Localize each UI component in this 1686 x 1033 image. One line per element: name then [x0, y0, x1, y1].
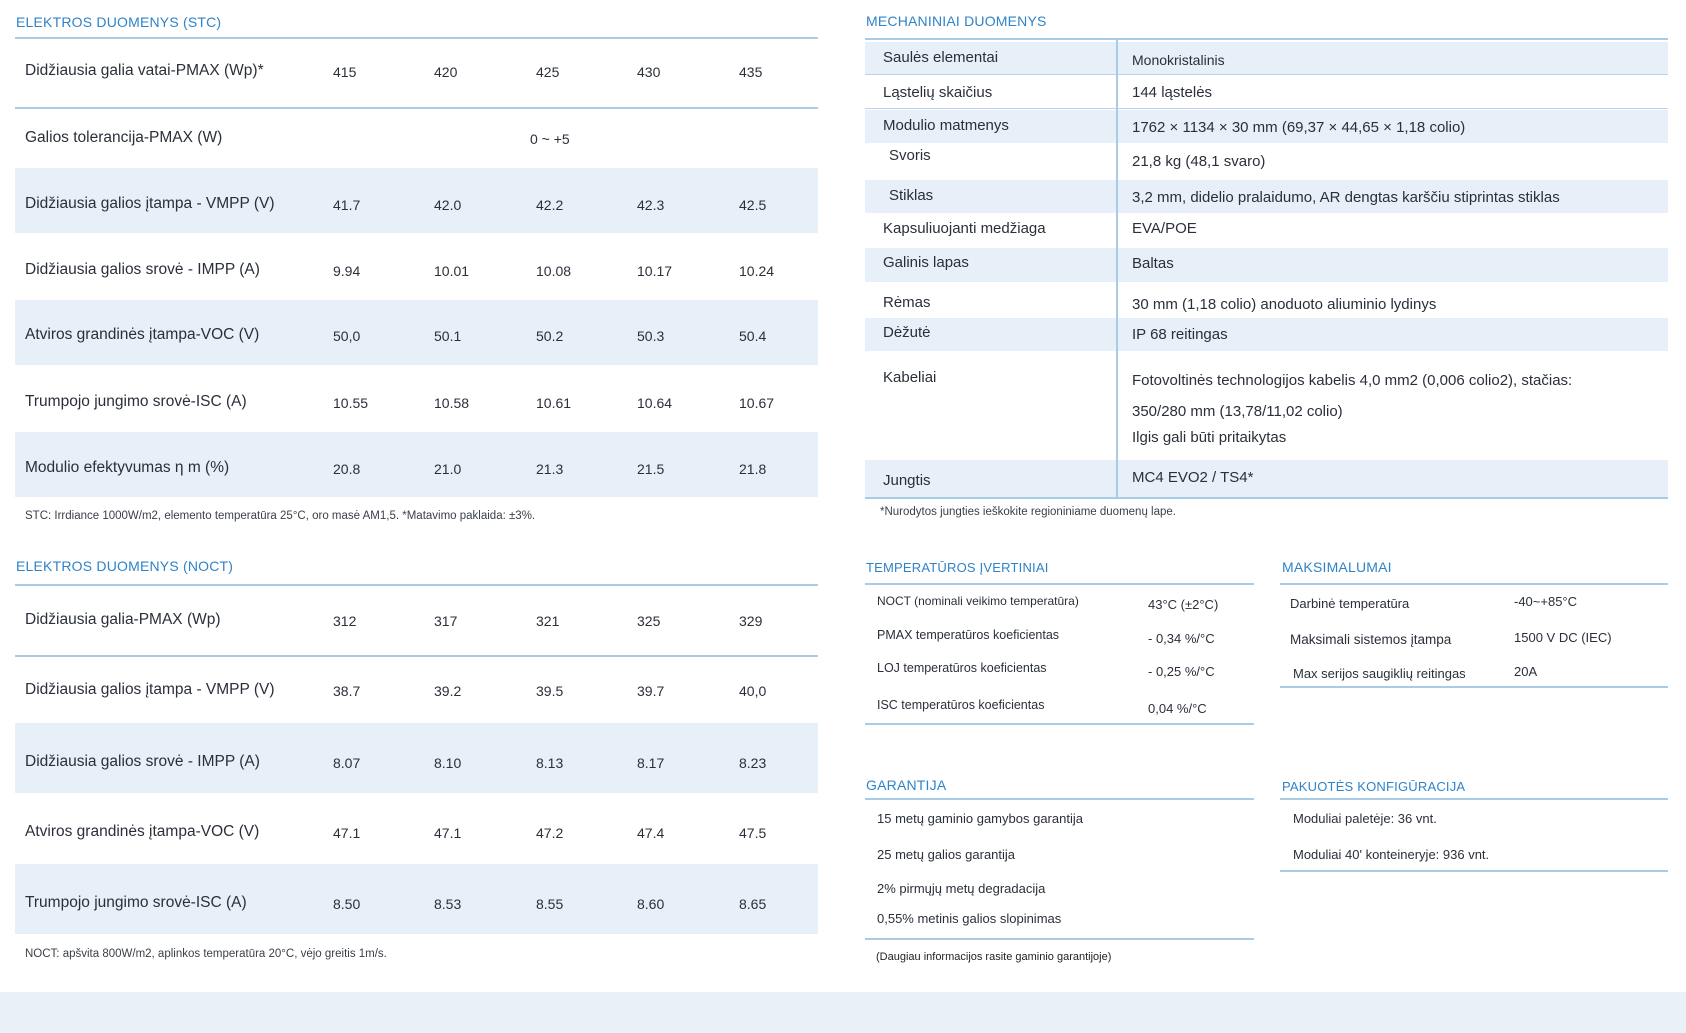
mech-row-value: Fotovoltinės technologijos kabelis 4,0 mm2 (0,006 colio2), stačias: — [1132, 372, 1573, 389]
warranty-item: 25 metų galios garantija — [877, 847, 1016, 862]
noct-row-value: 325 — [637, 613, 661, 629]
stc-row-value: 50,0 — [333, 328, 361, 344]
temp-row-value: - 0,25 %/°C — [1148, 664, 1215, 679]
mech-row-value: 3,2 mm, didelio pralaidumo, AR dengtas karščiu stiprintas stiklas — [1132, 189, 1560, 206]
mech-row-label: Kapsuliuojanti medžiaga — [883, 220, 1046, 237]
stc-row-value: 10.67 — [739, 395, 775, 411]
max-row-value: 1500 V DC (IEC) — [1514, 630, 1612, 645]
warranty-title-divider — [865, 798, 1254, 800]
noct-row-value: 312 — [333, 613, 357, 629]
stc-row-value: 10.61 — [536, 395, 572, 411]
temp-row-label: ISC temperatūros koeficientas — [877, 698, 1045, 712]
temp-row-label: NOCT (nominali veikimo temperatūra) — [877, 594, 1079, 608]
stc-row-value: 10.08 — [536, 263, 572, 279]
max-section-title: MAKSIMALUMAI — [1282, 559, 1392, 575]
stc-row-value: 430 — [637, 64, 661, 80]
noct-row-value: 39.5 — [536, 683, 564, 699]
mech-row-label: Saulės elementai — [883, 49, 999, 66]
noct-row-value: 47.2 — [536, 825, 564, 841]
noct-row-value: 8.55 — [536, 896, 564, 912]
stc-row-value: 10.01 — [434, 263, 470, 279]
stc-row-value: 10.17 — [637, 263, 673, 279]
mech-row-value: Baltas — [1132, 255, 1174, 272]
max-row-label: Max serijos saugiklių reitingas — [1293, 666, 1466, 681]
max-row-value: 20A — [1514, 664, 1538, 679]
mech-row-divider — [865, 74, 1668, 75]
mech-row-band — [865, 248, 1668, 282]
stc-row-label: Didžiausia galios įtampa - VMPP (V) — [25, 195, 275, 212]
stc-footnote: STC: Irrdiance 1000W/m2, elemento temperatūra 25°C, oro masė AM1,5. *Matavimo paklaida: ±3%. — [25, 510, 536, 522]
warranty-item: 2% pirmųjų metų degradacija — [877, 881, 1046, 896]
stc-row-value: 21.8 — [739, 461, 767, 477]
mech-footnote: *Nurodytos jungties ieškokite regioniniame duomenų lape. — [880, 506, 1176, 518]
mech-row-value: 30 mm (1,18 colio) anoduoto aliuminio lydinys — [1132, 296, 1437, 313]
noct-row-value: 47.1 — [434, 825, 462, 841]
noct-row-value: 47.5 — [739, 825, 767, 841]
noct-row-value: 8.07 — [333, 755, 361, 771]
mech-row-label: Stiklas — [889, 187, 934, 204]
stc-row-label: Didžiausia galia vatai-PMAX (Wp)* — [25, 62, 264, 79]
mech-row-value: EVA/POE — [1132, 220, 1197, 237]
stc-row-value: 0 ~ +5 — [530, 131, 570, 147]
mech-row-value: 144 ląstelės — [1132, 84, 1213, 101]
stc-row-value: 50.3 — [637, 328, 665, 344]
stc-row-value: 50.1 — [434, 328, 462, 344]
mech-row-label: Ląstelių skaičius — [883, 84, 993, 101]
mech-row-value: Monokristalinis — [1132, 52, 1225, 68]
mech-row-label: Rėmas — [883, 294, 931, 311]
noct-row-value: 8.10 — [434, 755, 462, 771]
noct-row-value: 47.1 — [333, 825, 361, 841]
footer-band — [0, 992, 1686, 1033]
stc-row-value: 10.24 — [739, 263, 775, 279]
noct-row-value: 8.50 — [333, 896, 361, 912]
noct-row-value: 39.2 — [434, 683, 462, 699]
stc-row-value: 21.5 — [637, 461, 665, 477]
stc-row-label: Atviros grandinės įtampa-VOC (V) — [25, 326, 260, 343]
stc-row-value: 42.2 — [536, 197, 564, 213]
temp-row-value: 43°C (±2°C) — [1148, 597, 1219, 612]
noct-row-label: Didžiausia galia-PMAX (Wp) — [25, 611, 221, 628]
mech-row-label: Kabeliai — [883, 369, 937, 386]
mech-column-divider — [1116, 38, 1118, 499]
stc-row-value: 42.3 — [637, 197, 665, 213]
stc-row-value: 10.58 — [434, 395, 470, 411]
noct-row-value: 8.23 — [739, 755, 767, 771]
pack-item: Moduliai paletėje: 36 vnt. — [1293, 811, 1437, 826]
stc-row-value: 420 — [434, 64, 458, 80]
stc-section-title: ELEKTROS DUOMENYS (STC) — [16, 14, 222, 30]
warranty-section-title: GARANTIJA — [866, 777, 947, 793]
noct-title-divider — [15, 584, 818, 586]
stc-row-value: 42.5 — [739, 197, 767, 213]
stc-row-value: 9.94 — [333, 263, 361, 279]
stc-row-value: 21.3 — [536, 461, 564, 477]
warranty-item: 15 metų gaminio gamybos garantija — [877, 811, 1083, 826]
noct-row-value: 38.7 — [333, 683, 361, 699]
mech-row-label: Svoris — [889, 147, 931, 164]
warranty-bottom-divider — [865, 938, 1254, 940]
stc-row-value: 425 — [536, 64, 560, 80]
mech-row-value: 21,8 kg (48,1 svaro) — [1132, 153, 1266, 170]
noct-row-label: Atviros grandinės įtampa-VOC (V) — [25, 823, 260, 840]
noct-row-value: 8.13 — [536, 755, 564, 771]
pack-bottom-divider — [1280, 870, 1668, 872]
noct-row-value: 8.60 — [637, 896, 665, 912]
pack-section-title: PAKUOTĖS KONFIGŪRACIJA — [1282, 779, 1466, 794]
mech-row-value: MC4 EVO2 / TS4* — [1132, 469, 1254, 486]
noct-row-label: Didžiausia galios įtampa - VMPP (V) — [25, 681, 275, 698]
noct-row-value: 329 — [739, 613, 763, 629]
mech-row-value: Ilgis gali būti pritaikytas — [1132, 429, 1287, 446]
pack-item: Moduliai 40' konteineryje: 936 vnt. — [1293, 847, 1490, 862]
stc-row-value: 42.0 — [434, 197, 462, 213]
noct-row-value: 8.17 — [637, 755, 665, 771]
max-row-label: Darbinė temperatūra — [1290, 596, 1410, 611]
mech-row-divider — [865, 108, 1668, 109]
noct-row-value: 8.65 — [739, 896, 767, 912]
mech-row-value: 350/280 mm (13,78/11,02 colio) — [1132, 403, 1343, 420]
mech-bottom-divider — [865, 497, 1668, 499]
temp-title-divider — [865, 583, 1254, 585]
mech-row-label: Galinis lapas — [883, 254, 969, 271]
mech-title-divider — [865, 38, 1668, 40]
noct-row-divider — [15, 655, 818, 657]
max-bottom-divider — [1280, 686, 1668, 688]
stc-row-value: 10.64 — [637, 395, 673, 411]
stc-row-value: 415 — [333, 64, 357, 80]
noct-row-value: 39.7 — [637, 683, 665, 699]
stc-row-label: Didžiausia galios srovė - IMPP (A) — [25, 261, 260, 278]
warranty-item: 0,55% metinis galios slopinimas — [877, 911, 1062, 926]
stc-row-label: Modulio efektyvumas η m (%) — [25, 459, 230, 476]
mech-row-label: Modulio matmenys — [883, 117, 1009, 134]
stc-row-value: 435 — [739, 64, 763, 80]
mech-row-label: Dėžutė — [883, 324, 931, 341]
mech-row-band — [865, 318, 1668, 351]
noct-row-value: 317 — [434, 613, 458, 629]
noct-row-value: 40,0 — [739, 683, 767, 699]
stc-row-value: 50.4 — [739, 328, 767, 344]
noct-row-value: 8.53 — [434, 896, 462, 912]
noct-row-value: 47.4 — [637, 825, 665, 841]
max-row-value: -40~+85°C — [1514, 594, 1578, 609]
temp-bottom-divider — [865, 723, 1254, 725]
stc-title-divider — [15, 37, 818, 39]
temp-row-value: - 0,34 %/°C — [1148, 631, 1215, 646]
temp-row-value: 0,04 %/°C — [1148, 701, 1207, 716]
stc-row-value: 41.7 — [333, 197, 361, 213]
mech-row-value: 1762 × 1134 × 30 mm (69,37 × 44,65 × 1,18 colio) — [1132, 119, 1466, 136]
noct-row-value: 321 — [536, 613, 560, 629]
stc-row-label: Trumpojo jungimo srovė-ISC (A) — [25, 393, 247, 410]
max-row-label: Maksimali sistemos įtampa — [1290, 632, 1452, 647]
pack-title-divider — [1280, 798, 1668, 800]
stc-row-label: Galios tolerancija-PMAX (W) — [25, 129, 223, 146]
mech-section-title: MECHANINIAI DUOMENYS — [866, 13, 1047, 29]
stc-row-value: 20.8 — [333, 461, 361, 477]
warranty-footnote: (Daugiau informacijos rasite gaminio garantijoje) — [876, 951, 1112, 963]
temp-row-label: PMAX temperatūros koeficientas — [877, 628, 1060, 642]
mech-row-value: IP 68 reitingas — [1132, 326, 1228, 343]
mech-row-band — [865, 460, 1668, 497]
noct-footnote: NOCT: apšvita 800W/m2, aplinkos temperatūra 20°C, vėjo greitis 1m/s. — [25, 948, 387, 960]
stc-row-value: 21.0 — [434, 461, 462, 477]
noct-section-title: ELEKTROS DUOMENYS (NOCT) — [16, 558, 234, 574]
stc-row-value: 10.55 — [333, 395, 369, 411]
stc-row-divider — [15, 107, 818, 109]
temp-row-label: LOJ temperatūros koeficientas — [877, 661, 1047, 675]
noct-row-label: Trumpojo jungimo srovė-ISC (A) — [25, 894, 247, 911]
mech-row-label: Jungtis — [883, 472, 931, 489]
noct-row-label: Didžiausia galios srovė - IMPP (A) — [25, 753, 260, 770]
temp-section-title: TEMPERATŪROS ĮVERTINIAI — [866, 560, 1049, 575]
stc-row-value: 50.2 — [536, 328, 564, 344]
max-title-divider — [1280, 583, 1668, 585]
